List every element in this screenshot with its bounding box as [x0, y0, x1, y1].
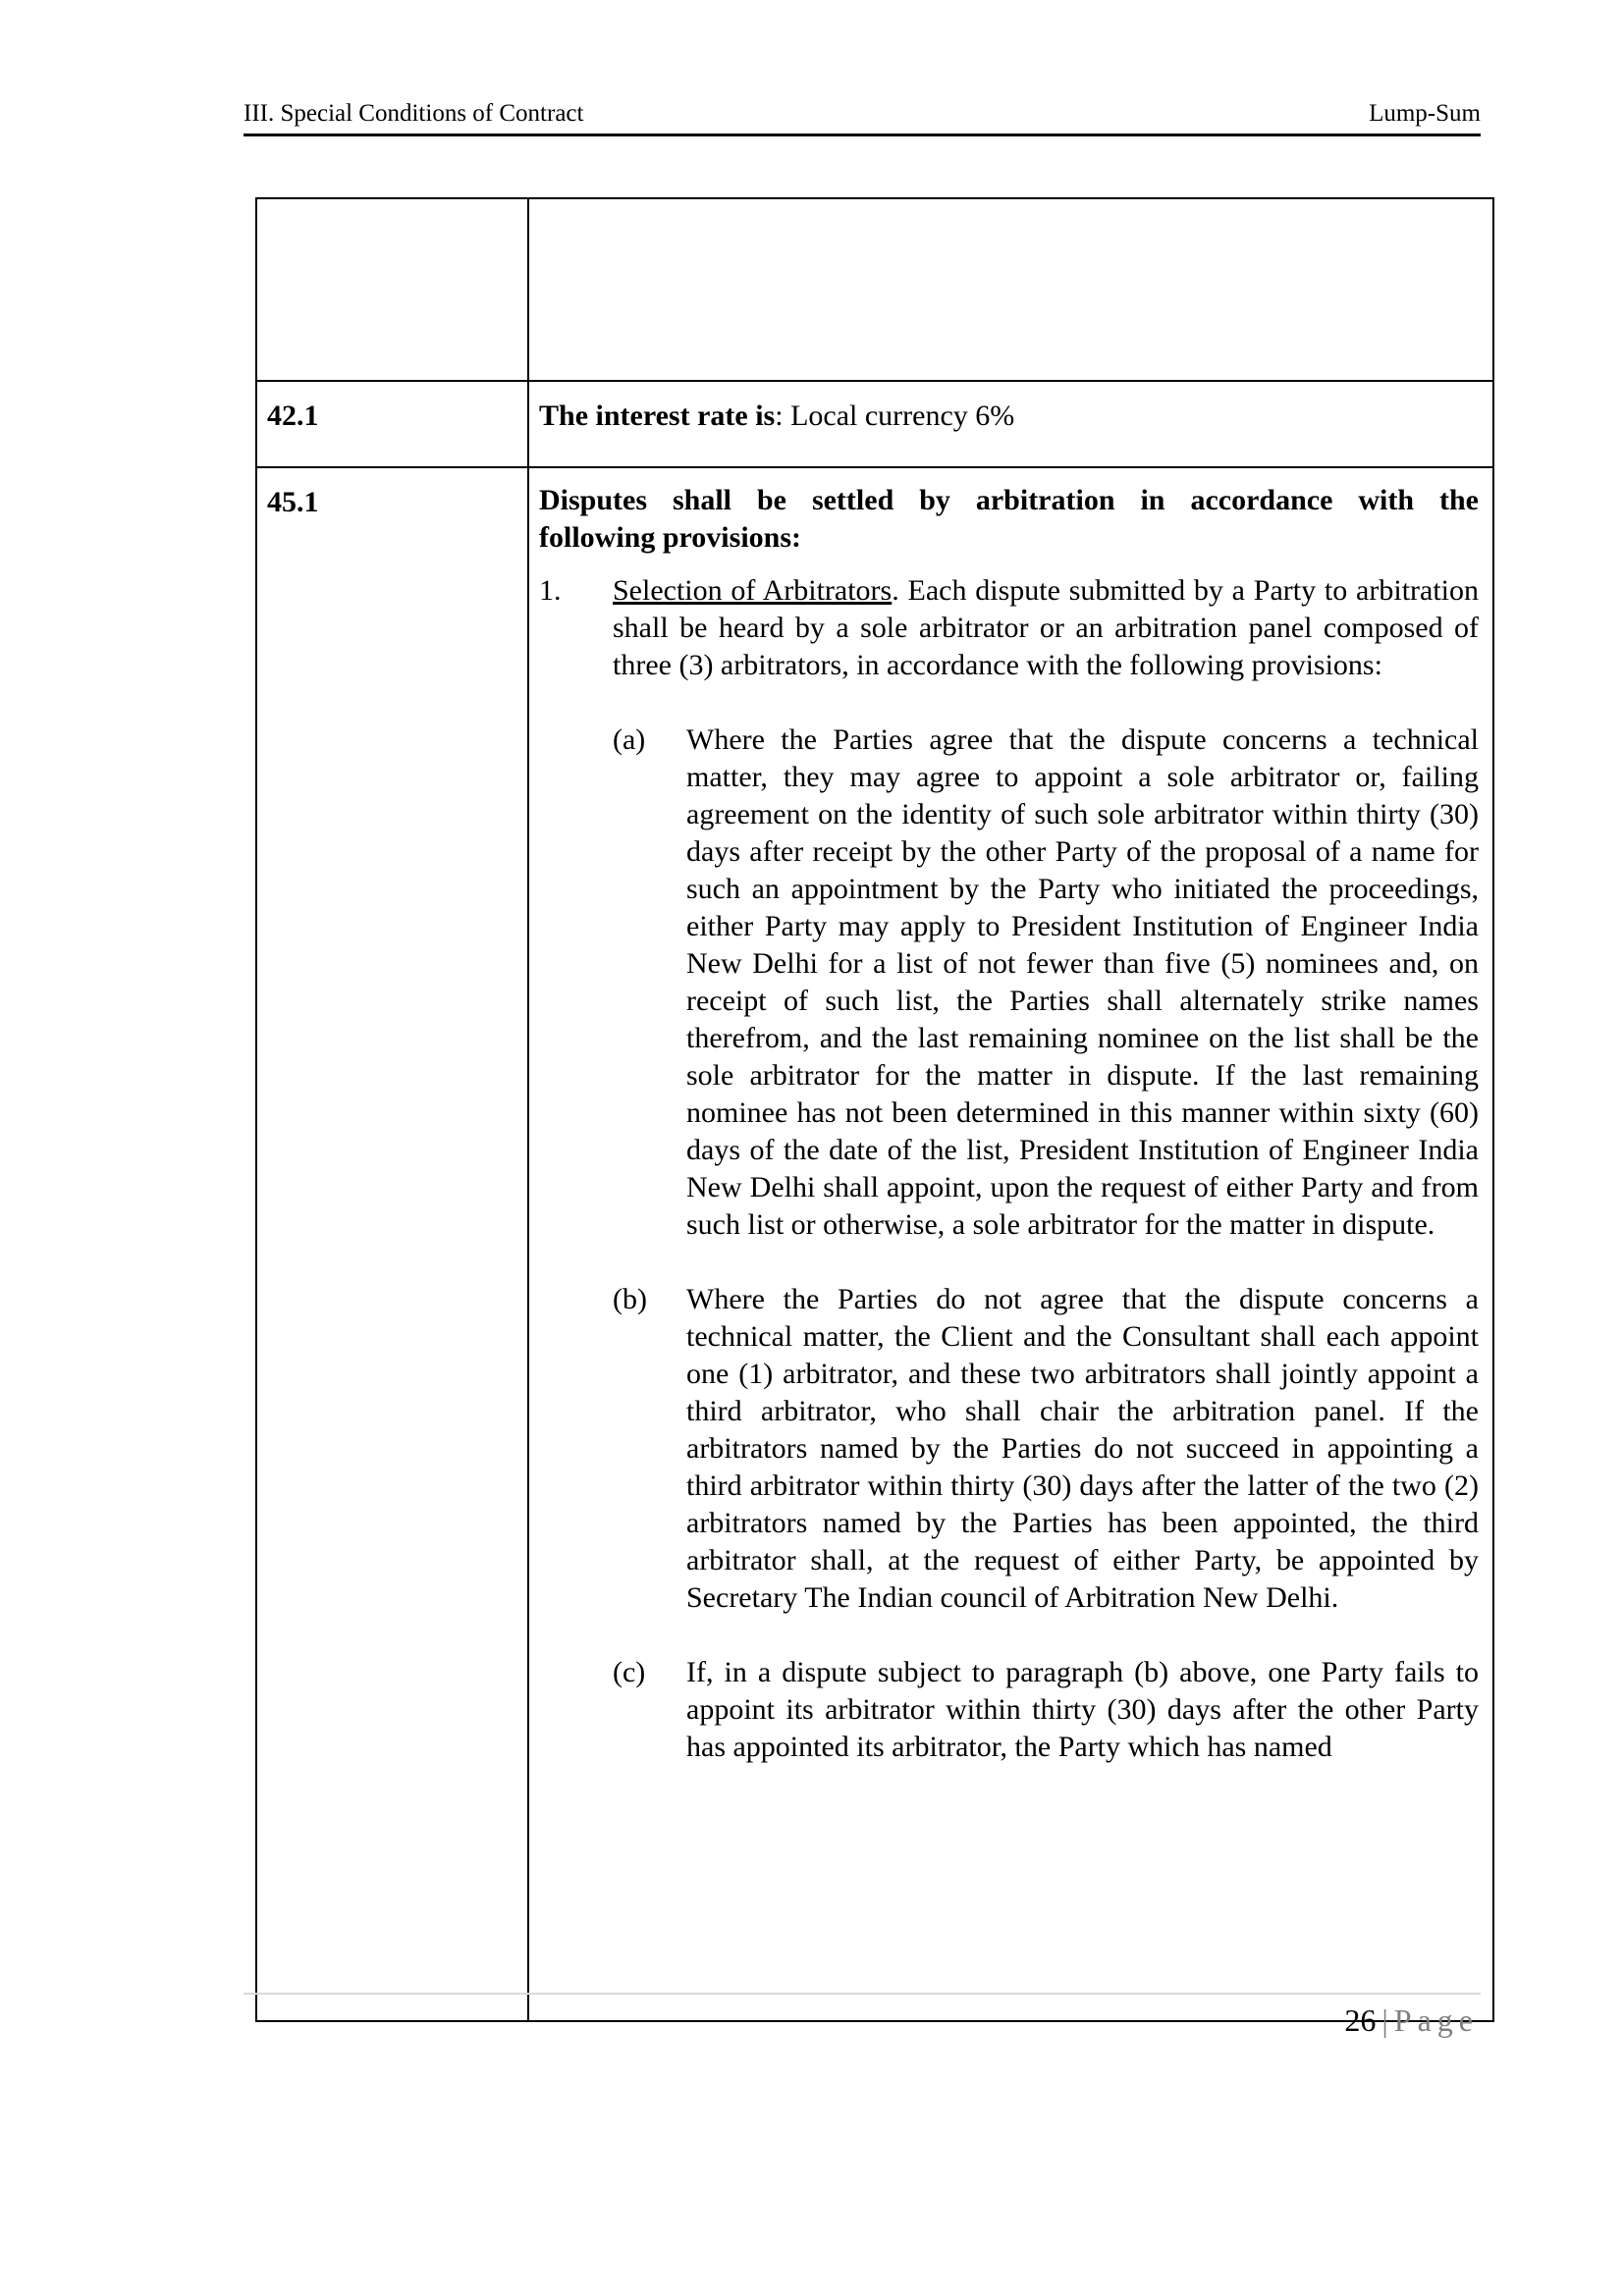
body-cell — [528, 198, 1493, 381]
conditions-table — [255, 197, 1494, 2022]
list-item — [613, 721, 1479, 1244]
subitem-text: Where the Parties agree that the dispute concerns a technical matter, they may agree to appoint a sole arbitrator or, failing agreement on the identity of such sole arbitrator within thirty (30) days after receipt by the other Party of the proposal of a name for such an appointment by the Party who initiated the proceedings, either Party may apply to President Institution of Engineer India New Delhi for a list of not fewer than five (5) nominees and, on receipt of such list, the Parties shall alternately strike names therefrom, and the last remaining nominee on the list shall be the sole arbitrator for the matter in dispute. If the last remaining nominee has not been determined in this manner within sixty (60) days of the date of the list, President Institution of Engineer India New Delhi shall appoint, upon the request of either Party and from such list or otherwise, a sole arbitrator for the matter in dispute. — [686, 723, 1479, 1241]
clause-number: 42.1 — [256, 381, 528, 467]
disputes-cell — [528, 467, 1493, 2021]
footer-separator: | — [1381, 2002, 1388, 2038]
interest-rate-label: The interest rate is — [539, 400, 776, 432]
header-contract-type: Lump-Sum — [1369, 100, 1481, 127]
item-number: 1. — [539, 574, 562, 607]
page-word: Page — [1393, 2002, 1479, 2038]
interest-rate-value: : Local currency 6% — [775, 400, 1015, 432]
subitem-text: Where the Parties do not agree that the dispute concerns a technical matter, the Client and the Consultant shall each appoint one (1) arbitrator, and these two arbitrators shall jointly appoint a third arbitrator, who shall chair the arbitration panel. If the arbitrators named by the Parties do not succeed in appointing a third arbitrator within thirty (30) days after the latter of the two (2) arbitrators named by the Parties has been appointed, the third arbitrator shall, at the request of either Party, be appointed by Secretary The Indian council of Arbitration New Delhi. — [686, 1283, 1479, 1614]
item-title: Selection of Arbitrators — [613, 574, 893, 607]
page-footer — [1344, 2002, 1479, 2039]
list-item — [539, 572, 1479, 684]
item-text — [613, 572, 1479, 684]
subitem-label: (c) — [613, 1656, 646, 1688]
table-row — [256, 198, 1493, 381]
clause-cell — [256, 198, 528, 381]
subitem-label: (a) — [613, 723, 646, 756]
interest-rate-cell — [528, 381, 1493, 467]
footer-divider — [244, 1993, 1481, 1995]
item-body: . Each dispute submitted by a Party to arbitration shall be heard by a sole arbitrator or an arbitration panel composed of three (3) arbitrators, in accordance with the following provisions: — [613, 574, 1480, 681]
page-number: 26 — [1344, 2002, 1377, 2038]
header-section-title: III. Special Conditions of Contract — [244, 100, 584, 127]
disputes-heading-continued: following provisions: — [539, 521, 801, 554]
page-header — [244, 98, 1481, 136]
clause-number: 45.1 — [256, 467, 528, 2021]
list-item — [613, 1654, 1479, 1766]
table-row — [256, 381, 1493, 467]
subitem-text: If, in a dispute subject to paragraph (b) above, one Party fails to appoint its arbitrator within thirty (30) days after the other Party has appointed its arbitrator, the Party which has named — [686, 1656, 1479, 1763]
list-item — [613, 1281, 1479, 1617]
subitem-label: (b) — [613, 1283, 647, 1315]
disputes-heading: Disputes shall be settled by arbitration in accordance with the — [539, 484, 1479, 516]
table-row — [256, 467, 1493, 2021]
